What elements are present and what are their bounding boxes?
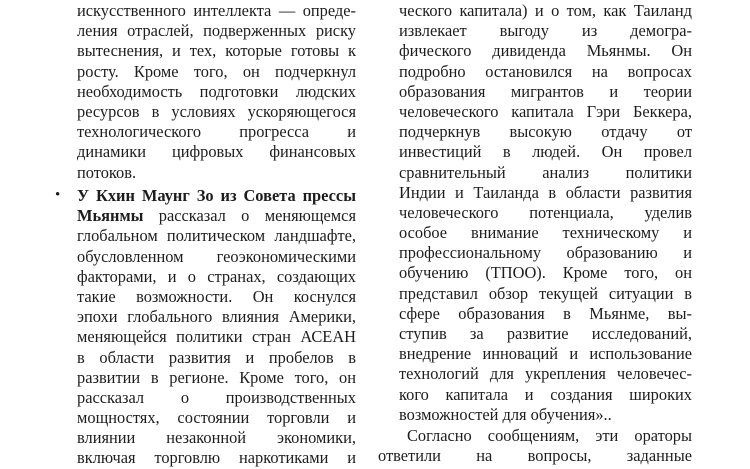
text-line <box>77 62 356 82</box>
text-line <box>77 226 356 246</box>
body-text: Согласно сообщениям, эти ораторы <box>407 426 692 445</box>
body-text: глобальном политическом ландшафте, <box>77 226 356 246</box>
body-text: технологического прогресса и <box>77 122 356 142</box>
text-line <box>399 284 692 304</box>
text-line <box>77 122 356 142</box>
text-line <box>399 183 692 203</box>
body-text: рассказал о меняющемся <box>143 206 356 226</box>
body-text: ответили на вопросы, заданные <box>378 446 692 466</box>
body-text: потоков. <box>77 162 137 182</box>
text-line <box>77 102 356 122</box>
text-line <box>399 405 692 425</box>
text-line <box>399 385 692 405</box>
body-text: фического дивиденда Мьянмы. Он <box>399 41 692 61</box>
body-text: инвестиций в людей. Он провел <box>399 142 692 162</box>
body-text: кого капитала и создания широких <box>399 384 692 404</box>
text-line <box>399 21 692 41</box>
text-line <box>399 344 692 364</box>
body-text: необходимость подготовки людских <box>77 81 356 101</box>
text-line <box>77 206 356 226</box>
text-line <box>77 267 356 287</box>
body-text: включая торговлю наркотиками и <box>77 448 356 468</box>
text-line <box>399 324 692 344</box>
speaker-name-bold-text: Мьянмы <box>77 206 144 226</box>
body-text: развитии в регионе. Кроме того, он <box>77 367 356 387</box>
text-line <box>77 448 356 468</box>
body-text: обучению (ТПОО). Кроме того, он <box>399 263 692 283</box>
text-line <box>378 446 692 466</box>
text-line <box>399 364 692 384</box>
body-text: сравнительный анализ политики <box>399 162 692 182</box>
text-line <box>77 287 356 307</box>
body-text: мощностях, состоянии торговли и <box>77 408 356 428</box>
text-line <box>77 348 356 368</box>
body-text: профессиональному образованию и <box>399 243 692 263</box>
body-text: подчеркнув высокую отдачу от <box>399 122 692 142</box>
text-line <box>399 82 692 102</box>
body-text: человеческого потенциала, уделив <box>399 202 692 222</box>
text-line <box>77 327 356 347</box>
body-text: меняющейся политики стран АСЕАН <box>77 327 356 347</box>
body-text: извлекает выгоду из демогра- <box>399 21 692 41</box>
body-text: динамики цифровых финансовых <box>77 142 356 162</box>
body-text: внедрение инноваций и использование <box>399 344 692 364</box>
body-text: ления отраслей, подверженных риску <box>77 21 356 41</box>
text-line <box>77 388 356 408</box>
text-line <box>399 41 692 61</box>
text-line <box>77 21 356 41</box>
body-text: такие возможности. Он коснулся <box>77 286 356 306</box>
text-line <box>399 122 692 142</box>
body-text: обусловленном геоэкономическими <box>77 246 356 266</box>
body-text: факторами, и о странах, создающих <box>77 266 356 286</box>
speaker-name-bold-text: У Кхин Маунг Зо из Совета прессы <box>77 186 356 205</box>
text-line <box>399 243 692 263</box>
body-text: подробно остановился на вопросах <box>399 61 692 81</box>
body-text: человеческого капитала Гэри Беккера, <box>399 101 692 121</box>
body-text: рассказал о производственных <box>77 387 356 407</box>
left-column-bullet-item <box>55 186 356 469</box>
body-text: возможностей для обучения».. <box>399 404 612 424</box>
text-line <box>399 102 692 122</box>
text-line <box>378 426 692 446</box>
text-line <box>77 408 356 428</box>
body-text: вытеснения, и тех, которые готовы к <box>77 41 356 61</box>
text-line <box>77 368 356 388</box>
body-text: ресурсов в условиях ускоряющегося <box>77 101 356 121</box>
text-line <box>399 1 692 21</box>
text-line <box>77 428 356 448</box>
text-line <box>399 203 692 223</box>
left-column-continuation-block <box>77 1 356 183</box>
body-text: сфере образования в Мьянме, вы- <box>399 303 692 323</box>
text-line <box>77 247 356 267</box>
text-line <box>399 163 692 183</box>
body-text: росту. Кроме того, он подчеркнул <box>77 61 356 81</box>
body-text: искусственного интеллекта — опреде- <box>77 1 356 20</box>
body-text: в области развития и пробелов в <box>77 347 356 367</box>
body-text: технологий для укрепления человечес- <box>399 364 692 384</box>
text-line <box>77 82 356 102</box>
text-line <box>77 41 356 61</box>
body-text: ческого капитала) и о том, как Таиланд <box>399 1 692 20</box>
text-line <box>399 304 692 324</box>
body-text: влиянии незаконной экономики, <box>77 428 356 448</box>
right-column-paragraph <box>378 426 692 466</box>
body-text: Индии и Таиланда в области развития <box>399 182 692 202</box>
body-text: ступив за развитие исследований, <box>399 324 692 343</box>
text-line <box>77 307 356 327</box>
text-line <box>77 163 356 183</box>
text-line <box>77 186 356 206</box>
bullet-marker-icon: • <box>55 187 61 203</box>
body-text: особое внимание техническому и <box>399 223 692 243</box>
right-column-continuation-block <box>399 1 692 425</box>
text-line <box>399 223 692 243</box>
text-line <box>77 142 356 162</box>
text-line <box>399 62 692 82</box>
text-line <box>77 1 356 21</box>
body-text: представил обзор текущей ситуации в <box>399 283 692 303</box>
body-text: эпохи глобального влияния Америки, <box>77 307 356 327</box>
text-line <box>399 142 692 162</box>
text-line <box>399 263 692 283</box>
body-text: образования мигрантов и теории <box>399 81 692 101</box>
